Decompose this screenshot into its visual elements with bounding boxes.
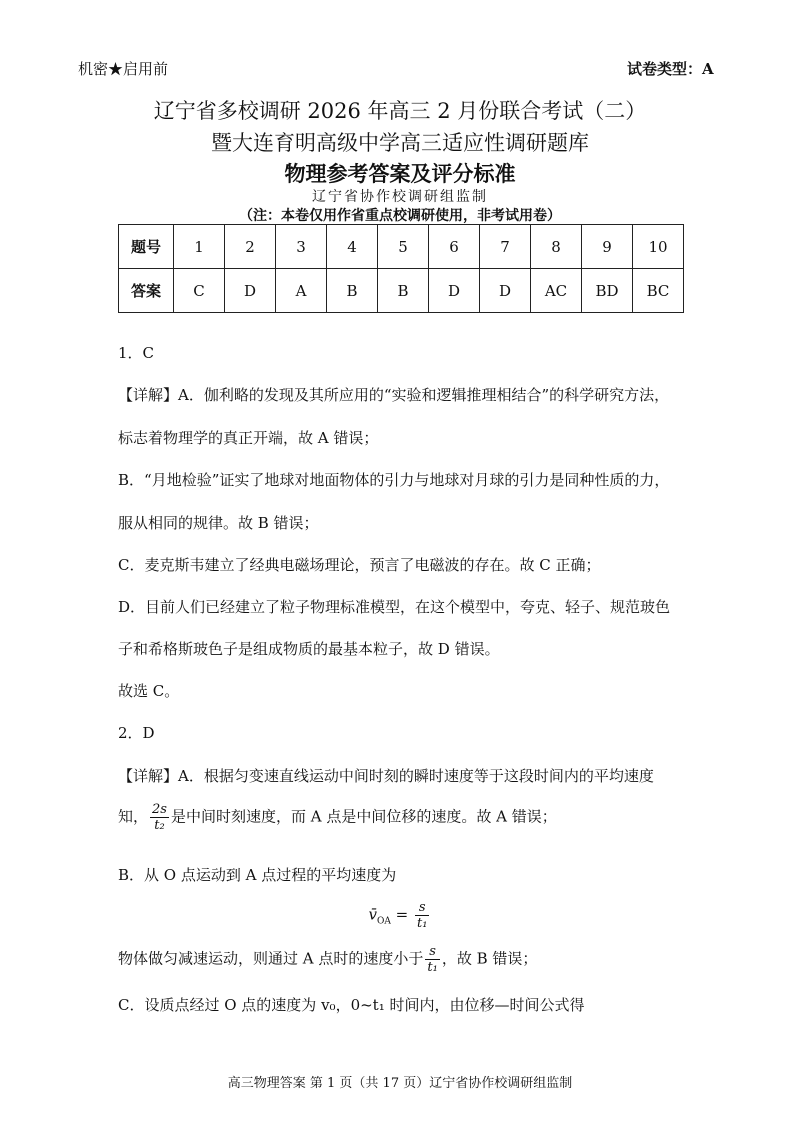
table-cell: AC — [531, 269, 582, 313]
question-1-text: 【详解】A．伽利略的发现及其所应用的“实验和逻辑推理相结合”的科学研究方法， — [118, 386, 670, 404]
question-1-text: 标志着物理学的真正开端，故 A 错误； — [118, 429, 379, 447]
table-cell: 7 — [480, 225, 531, 269]
organizer-label: 辽宁省协作校调研组监制 — [312, 189, 488, 205]
table-cell: 2 — [225, 225, 276, 269]
table-cell: 3 — [276, 225, 327, 269]
table-cell: 6 — [429, 225, 480, 269]
fraction-numerator: 2s — [152, 802, 167, 817]
text-fragment: ，故 B 错误； — [441, 949, 538, 968]
table-cell: 5 — [378, 225, 429, 269]
question-2-text: C．设质点经过 O 点的速度为 v₀，0~t₁ 时间内，由位移—时间公式得 — [118, 996, 585, 1014]
usage-note: （注：本卷仅用作省重点校调研使用，非考试用卷） — [239, 208, 561, 224]
row-label-number: 题号 — [119, 225, 174, 269]
formula-lhs: v̄ — [368, 905, 377, 924]
answer-table — [118, 224, 684, 313]
paper-type-label: 试卷类型：A — [627, 60, 714, 78]
table-cell: A — [276, 269, 327, 313]
question-1-text: C．麦克斯韦建立了经典电磁场理论，预言了电磁波的存在。故 C 正确； — [118, 556, 601, 574]
fraction — [425, 944, 439, 975]
table-cell: C — [174, 269, 225, 313]
table-cell: 10 — [633, 225, 684, 269]
formula-equals: = — [395, 905, 409, 924]
table-cell: 1 — [174, 225, 225, 269]
page-footer: 高三物理答案 第 1 页（共 17 页）辽宁省协作校调研组监制 — [227, 1076, 573, 1091]
fraction-numerator: s — [415, 900, 429, 916]
exam-title: 辽宁省多校调研 2026 年高三 2 月份联合考试（二） — [153, 99, 647, 123]
table-cell: BD — [582, 269, 633, 313]
question-1-conclusion: 故选 C。 — [118, 682, 180, 700]
fraction-denominator: t₂ — [154, 818, 165, 833]
table-row — [119, 225, 684, 269]
table-row — [119, 269, 684, 313]
text-fragment: 知， — [118, 807, 149, 826]
confidential-label: 机密★启用前 — [78, 60, 169, 78]
table-cell: 8 — [531, 225, 582, 269]
fraction — [150, 802, 169, 833]
fraction — [415, 900, 429, 931]
fraction-numerator: s — [425, 944, 439, 960]
table-cell: B — [378, 269, 429, 313]
question-2-heading: 2．D — [118, 724, 155, 742]
table-cell: 9 — [582, 225, 633, 269]
table-cell: BC — [633, 269, 684, 313]
question-1-text: B．“月地检验”证实了地球对地面物体的引力与地球对月球的引力是同种性质的力， — [118, 471, 670, 489]
text-fragment: 是中间时刻速度，而 A 点是中间位移的速度。故 A 错误； — [170, 807, 557, 826]
question-2-text: 【详解】A．根据匀变速直线运动中间时刻的瞬时速度等于这段时间内的平均速度 — [118, 767, 654, 785]
table-cell: D — [225, 269, 276, 313]
table-cell: 4 — [327, 225, 378, 269]
table-cell: D — [480, 269, 531, 313]
question-1-text: 子和希格斯玻色子是组成物质的最基本粒子，故 D 错误。 — [118, 640, 500, 658]
question-2-text: B．从 O 点运动到 A 点过程的平均速度为 — [118, 866, 397, 884]
question-2-text-with-fraction — [118, 802, 557, 833]
exam-subtitle: 暨大连育明高级中学高三适应性调研题库 — [211, 131, 589, 155]
question-1-heading: 1．C — [118, 344, 155, 362]
question-1-text: D．目前人们已经建立了粒子物理标准模型，在这个模型中，夸克、轻子、规范玻色 — [118, 598, 671, 616]
formula-subscript: OA — [377, 916, 391, 927]
average-velocity-formula — [0, 900, 800, 931]
fraction-denominator: t₁ — [417, 916, 428, 931]
table-cell: D — [429, 269, 480, 313]
question-1-text: 服从相同的规律。故 B 错误； — [118, 514, 319, 532]
fraction-denominator: t₁ — [427, 960, 438, 975]
table-cell: B — [327, 269, 378, 313]
text-fragment: 物体做匀减速运动，则通过 A 点时的速度小于 — [118, 949, 424, 968]
question-2-text-with-fraction — [118, 944, 537, 975]
row-label-answer: 答案 — [119, 269, 174, 313]
document-title: 物理参考答案及评分标准 — [284, 162, 516, 186]
